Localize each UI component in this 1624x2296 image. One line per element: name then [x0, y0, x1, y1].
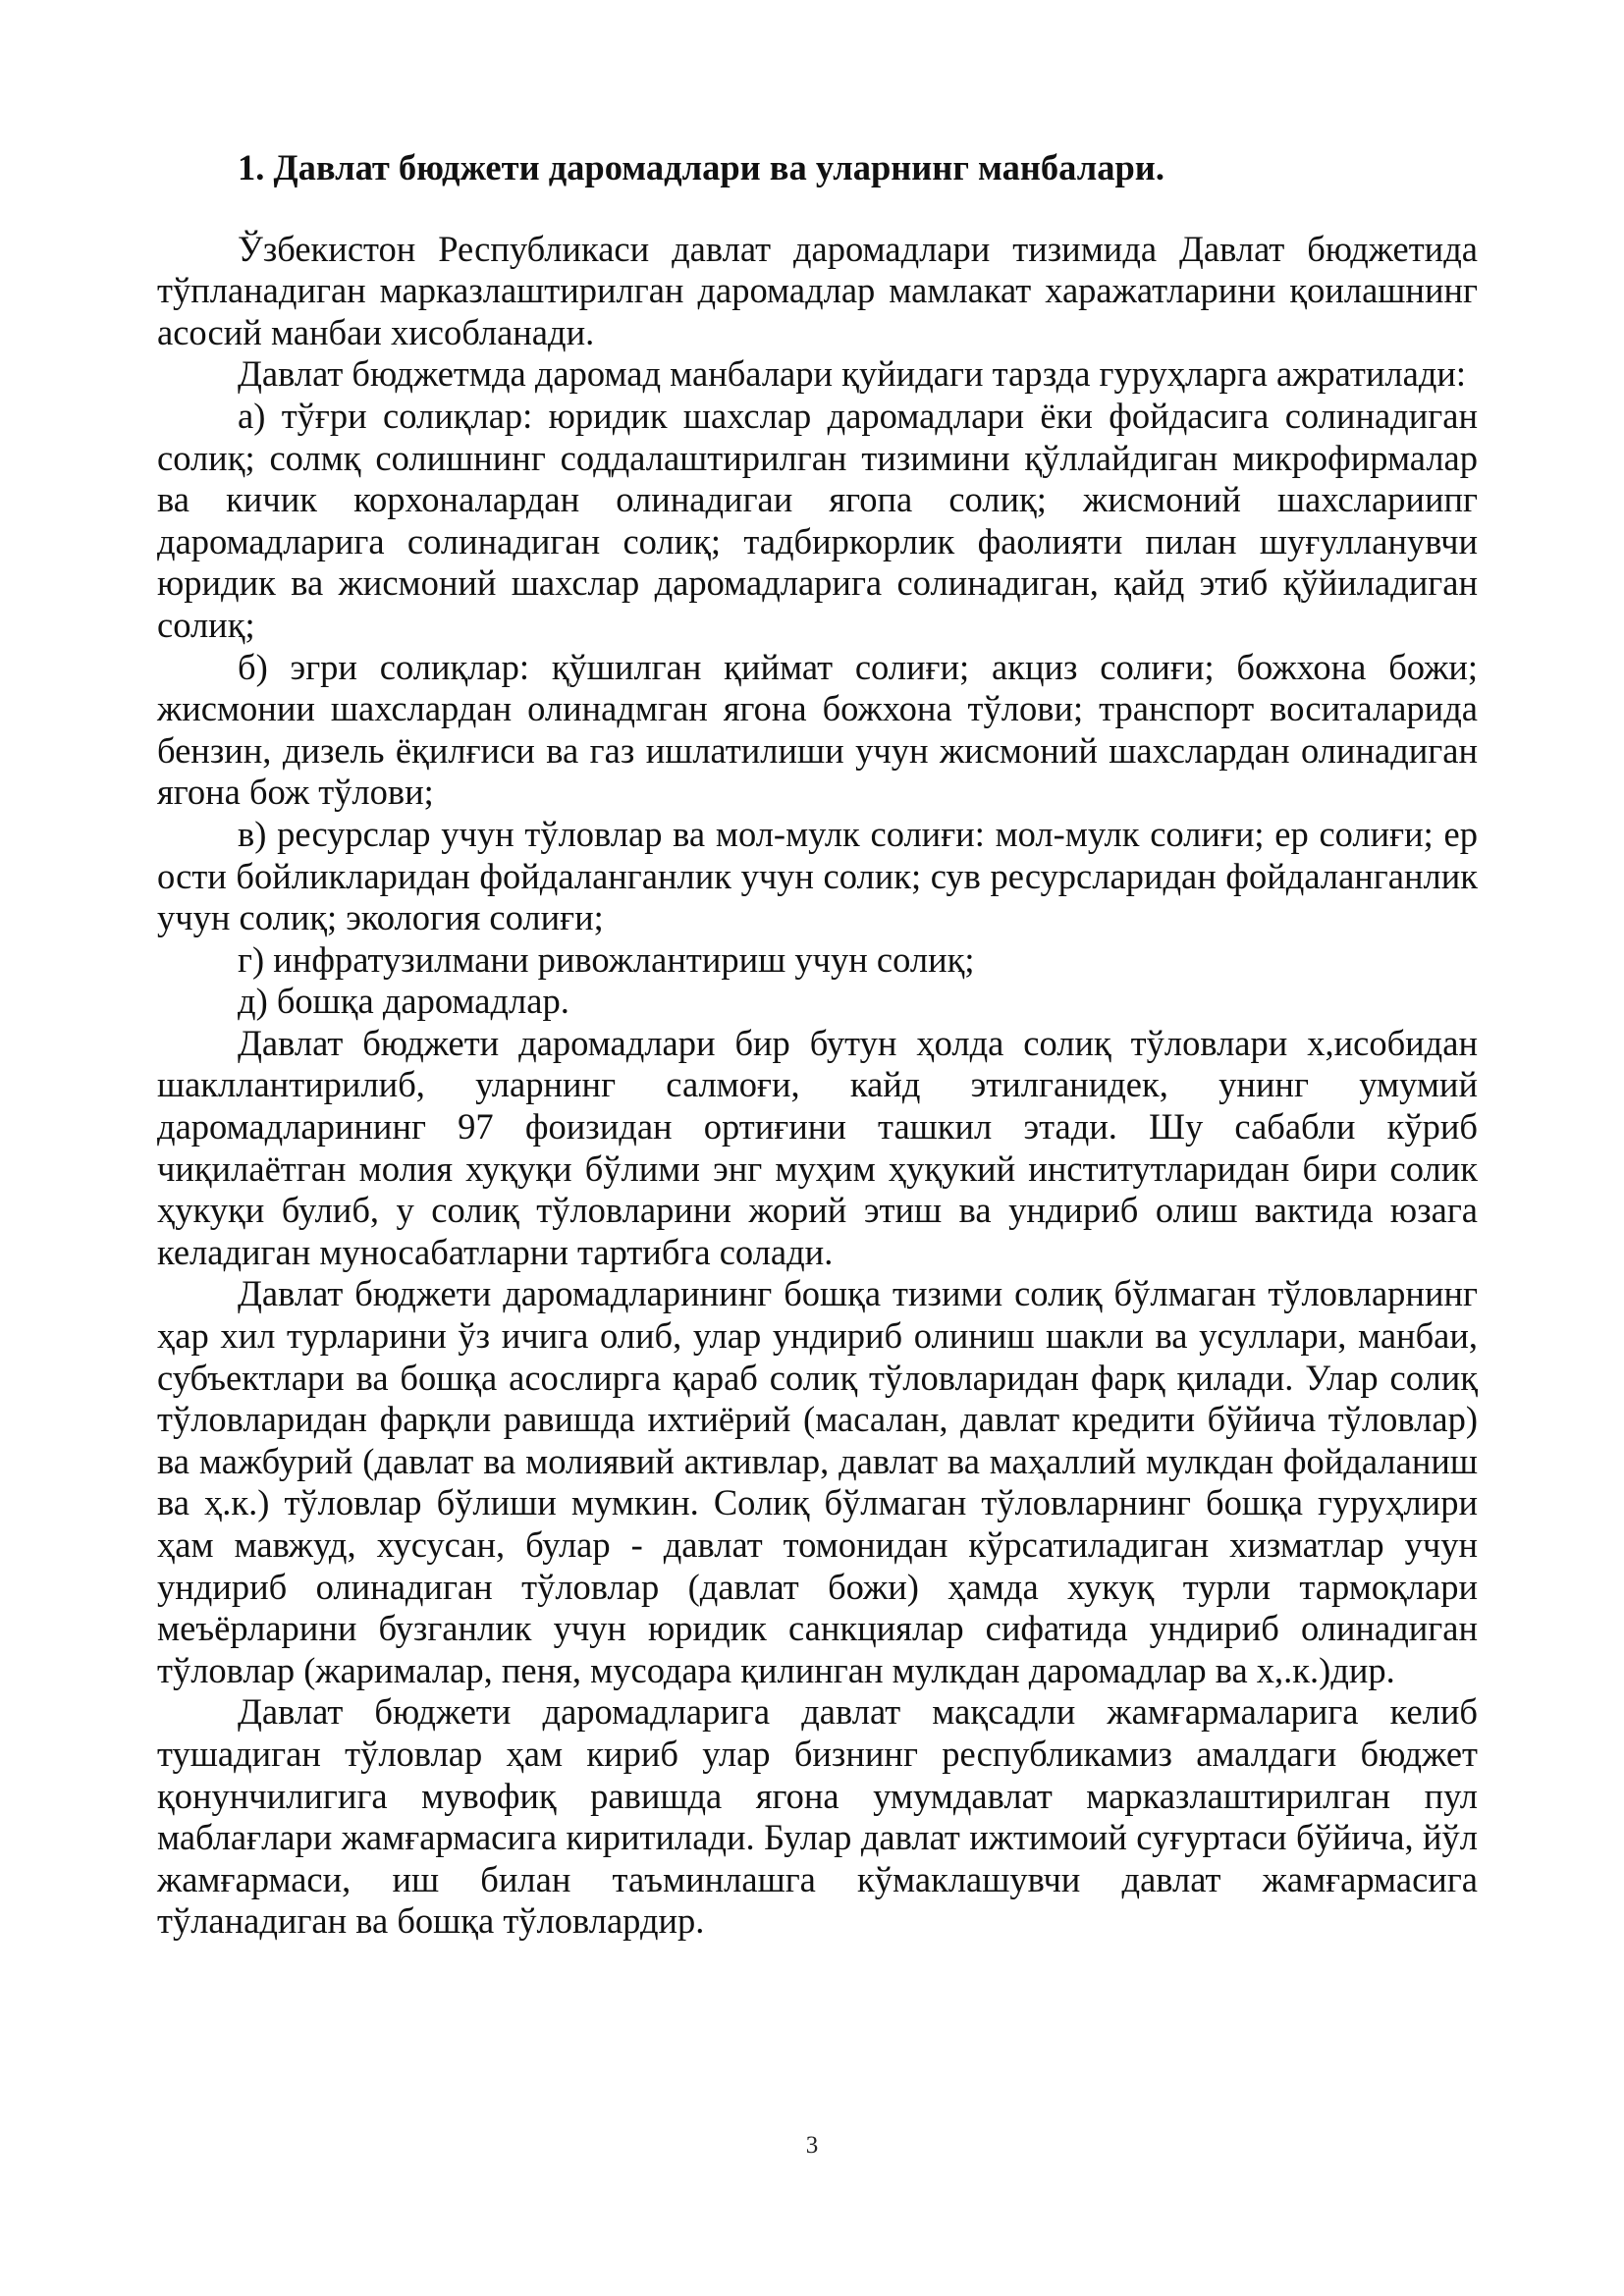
paragraph-income-groups: Давлат бюджетмда даромад манбалари қуйидаги тарзда гуруҳларга ажратилади:	[238, 353, 1467, 395]
list-item-other-income: д) бошқа даромадлар.	[238, 981, 569, 1022]
paragraph-intro: Ўзбекистон Республикаси давлат даромадлари тизимида Давлат бюджетида тўпланадиган марказлаштирилган даромадлар мамлакат харажатларини қоилашнинг асосий манбаи хисобланади.	[157, 228, 1478, 352]
paragraph-non-tax-payments: Давлат бюджети даромадларининг бошқа тизими солиқ бўлмаган тўловларнинг ҳар хил турларини ўз ичига олиб, улар ундириб олиниш шакли ва усуллари, манбаи, субъектлари ва бошқа асослирга қараб солиқ тўловларидан фарқ қилади. Улар солиқ тўловларидан фарқли равишда ихтиёрий (масалан, давлат кредити бўйича тўловлар) ва мажбурий (давлат ва молиявий активлар, давлат ва маҳаллий мулкдан фойдаланиш ва ҳ.к.) тўловлар бўлиши мумкин. Солиқ бўлмаган тўловларнинг бошқа гуруҳлири ҳам мавжуд, хусусан, булар - давлат томонидан кўрсатиладиган хизматлар учун ундириб олинадиган тўловлар (давлат божи) ҳамда хукуқ турли тармоқлари меъёрларини бузганлик учун юридик санкциялар сифатида ундириб олинадиган тўловлар (жарималар, пеня, мусодара қилинган мулкдан даромадлар ва х,.к.)дир.	[157, 1273, 1478, 1690]
document-body	[157, 229, 1478, 1943]
list-item-infrastructure-tax: г) инфратузилмани ривожлантириш учун солиқ;	[238, 938, 975, 980]
document-page	[157, 147, 1478, 1943]
list-item-resource-payments: в) ресурслар учун тўловлар ва мол-мулк солиғи: мол-мулк солиғи; ер солиғи; ер ости бойликларидан фойдаланганлик учун солик; сув ресурсларидан фойдаланганлик учун солиқ; экология солиғи;	[157, 813, 1478, 938]
paragraph-target-funds: Давлат бюджети даромадларига давлат мақсадли жамғармаларига келиб тушадиган тўловлар ҳам кириб улар бизнинг республикамиз амалдаги бюджет қонунчилигига мувофиқ равишда ягона умумдавлат марказлаштирилган пул маблағлари жамғармасига киритилади. Булар давлат ижтимоий суғуртаси бўйича, йўл жамғармаси, иш билан таъминлашга кўмаклашувчи давлат жамғармасига тўланадиган ва бошқа тўловлардир.	[157, 1691, 1478, 1942]
section-heading: 1. Давлат бюджети даромадлари ва уларнинг манбалари.	[238, 147, 1164, 187]
list-item-indirect-taxes: б) эгри солиқлар: қўшилган қиймат солиғи; акциз солиғи; божхона божи; жисмонии шахслардан олинадмган ягона божхона тўлови; транспорт воситаларида бензин, дизель ёқилғиси ва газ ишлатилиши учун жисмоний шахслардан олинадиган ягона бож тўлови;	[157, 646, 1478, 813]
paragraph-tax-share: Давлат бюджети даромадлари бир бутун ҳолда солиқ тўловлари х,исобидан шакллантирилиб, уларнинг салмоғи, кайд этилганидек, унинг умумий даромадларининг 97 фоизидан ортиғини ташкил этади. Шу сабабли кўриб чиқилаётган молия хуқуқи бўлими энг муҳим ҳуқукий институтларидан бири солик ҳукуқи булиб, у солиқ тўловларини жорий этиш ва ундириб олиш вактида юзага келадиган муносабатларни тартибга солади.	[157, 1022, 1478, 1272]
list-item-direct-taxes: а) тўғри солиқлар: юридик шахслар даромадлари ёки фойдасига солинадиган солиқ; солмқ солишнинг соддалаштирилган тизимини қўллайдиган микрофирмалар ва кичик корхоналардан олинадигаи ягопа солиқ; жисмоний шахслариипг даромадларига солинадиган солиқ; тадбиркорлик фаолияти пилан шуғулланувчи юридик ва жисмоний шахслар даромадларига солинадиган, қайд этиб қўйиладиган солиқ;	[157, 395, 1478, 645]
page-number: 3	[805, 2132, 819, 2159]
